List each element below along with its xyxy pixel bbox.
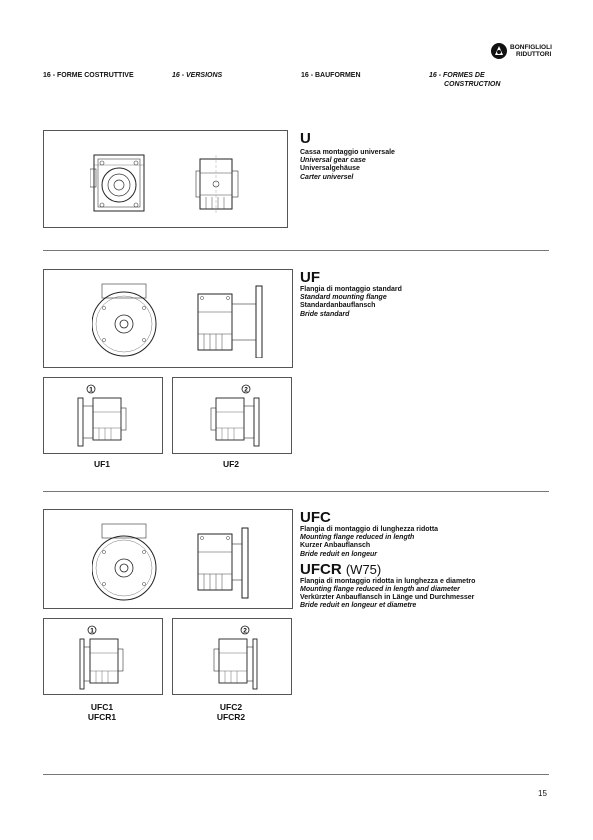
ufc-line-de: Kurzer Anbauflansch — [300, 542, 371, 550]
u-line-fr: Carter universel — [300, 173, 354, 181]
uf2-marker: 2 — [244, 386, 248, 394]
ufc-front-view — [92, 522, 170, 602]
section-uf-title: UF — [300, 269, 320, 286]
brand-mark-icon — [490, 42, 508, 60]
uf-line-de: Standardanbauflansch — [300, 302, 376, 310]
header-en: 16 - VERSIONS — [172, 72, 223, 79]
uf-line-en: Standard mounting flange — [300, 294, 387, 302]
ufc1-drawing-box — [43, 618, 163, 695]
ufcr-line-it: Flangia di montaggio ridotta in lunghezza e diametro — [300, 577, 476, 585]
u-line-it: Cassa montaggio universale — [300, 149, 395, 156]
uf2-caption: UF2 — [222, 459, 240, 469]
u-side-view — [192, 153, 242, 215]
ufc-line-fr: Bride reduit en longeur — [300, 550, 378, 558]
u-line-en: Universal gear case — [300, 157, 366, 165]
uf-front-view — [92, 282, 170, 358]
ufc-drawing-box — [43, 509, 293, 609]
ufc-line-it: Flangia di montaggio di lunghezza ridotta — [300, 526, 439, 533]
section-ufc-title: UFC — [300, 509, 331, 526]
ufc1-marker: 1 — [90, 627, 94, 635]
divider — [43, 250, 549, 251]
ufc2-view — [205, 625, 261, 691]
ufc-side-view — [192, 524, 264, 600]
ufcr-line-en: Mounting flange reduced in length and diameter — [300, 586, 460, 594]
uf1-marker: 1 — [89, 386, 93, 394]
u-line-de: Universalgehäuse — [300, 165, 360, 173]
header-it: 16 - FORME COSTRUTTIVE — [43, 72, 134, 79]
ufcr-line-fr: Bride reduit en longeur et diametre — [300, 602, 417, 610]
ufcr-line-de: Verkürzter Anbauflansch in Länge und Durchmesser — [300, 594, 475, 602]
uf1-drawing-box — [43, 377, 163, 454]
divider — [43, 774, 549, 775]
uf-drawing-box — [43, 269, 293, 368]
u-front-view — [90, 151, 150, 215]
section-ufcr-title: UFCR (W75) — [300, 560, 382, 578]
uf1-view — [74, 384, 134, 448]
ufc-line-en: Mounting flange reduced in length — [300, 534, 415, 542]
uf1-caption: UF1 — [93, 459, 111, 469]
u-drawing-box — [43, 130, 288, 228]
ufc1-caption: UFC1 UFCR1 — [87, 702, 117, 722]
ufc2-caption: UFC2 UFCR2 — [216, 702, 246, 722]
header-fr: 16 - FORMES DE CONSTRUCTION — [429, 72, 501, 88]
ufc2-marker: 2 — [243, 627, 247, 635]
section-u-title: U — [300, 130, 311, 147]
uf-line-it: Flangia di montaggio standard — [300, 286, 402, 293]
section-u-text — [300, 131, 395, 182]
ufc1-view — [76, 625, 132, 691]
brand-name: BONFIGLIOLI — [510, 44, 552, 51]
uf-side-view — [192, 282, 270, 358]
section-ufc-text — [300, 510, 475, 611]
brand-sub: RIDUTTORI — [516, 51, 552, 58]
header-de: 16 - BAUFORMEN — [301, 72, 361, 79]
divider — [43, 491, 549, 492]
page-number: 15 — [538, 789, 547, 798]
ufc2-drawing-box — [172, 618, 292, 695]
section-uf-text — [300, 270, 402, 319]
uf2-view — [203, 384, 263, 448]
brand-logo — [490, 42, 552, 64]
uf2-drawing-box — [172, 377, 292, 454]
uf-line-fr: Bride standard — [300, 310, 350, 318]
